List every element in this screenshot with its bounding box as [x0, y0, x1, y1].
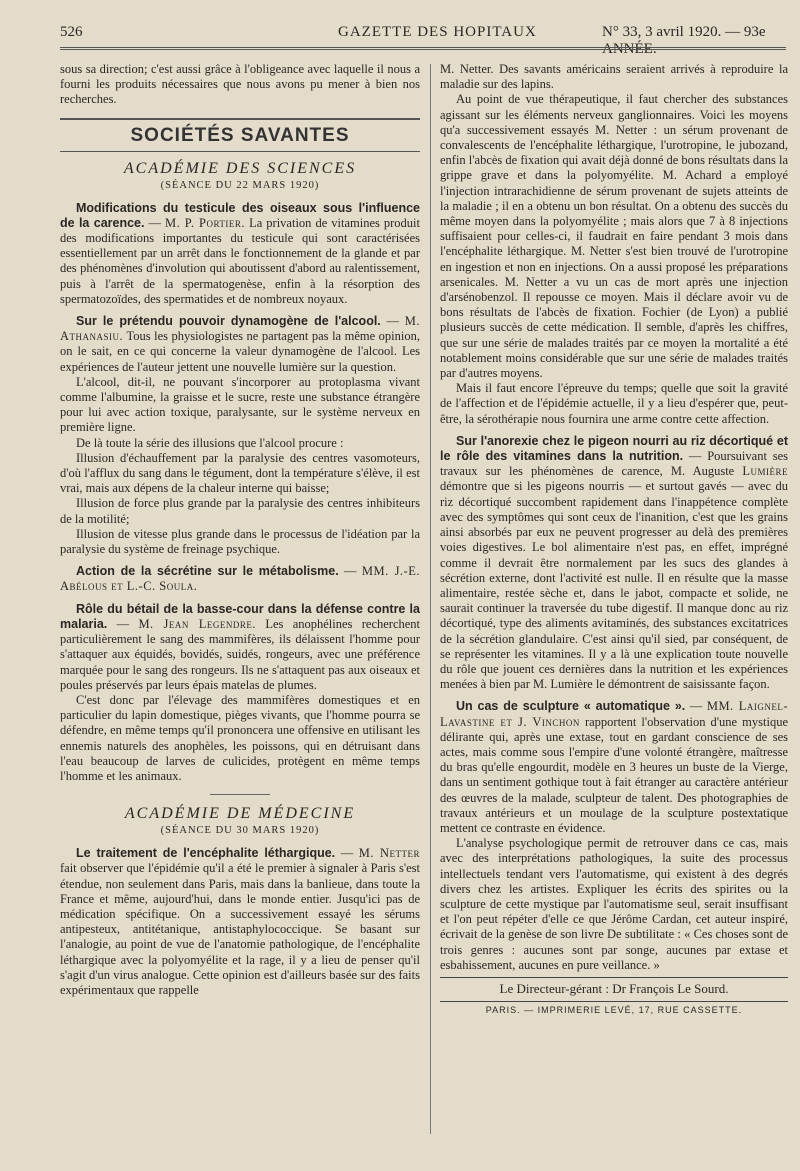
article-testicule: Modifications du testicule des oiseaux sous l'influence de la carence. — M. P. Portier. La privation de vitamines produit des modifications importantes du testicule qui sont caractérisées essentiellement par un arrêt dans le fonctionnement de la glande et par des phénomènes d'involution qui aboutissent d'abord au ralentissement, puis à l'arrêt de la spermatogenèse, enfin à la résorption des spermatozoïdes, des spermatides et de nombreux noyaux.	[60, 200, 421, 306]
academie-medecine-heading: ACADÉMIE DE MÉDECINE	[124, 805, 356, 823]
paragraph: De là toute la série des illusions que l'alcool procure :	[76, 435, 344, 450]
article-title: Sur l'anorexie chez le pigeon nourri au riz décortiqué et le rôle des vitamines dans la nutrition.	[440, 433, 788, 464]
paragraph: M. Netter. Des savants américains seraient arrivés à reproduire la maladie sur des lapins.	[440, 62, 788, 92]
article-title: Le traitement de l'encéphalite léthargique.	[76, 846, 336, 861]
article-title: Action de la sécrétine sur le métabolisme.	[76, 564, 339, 579]
paragraph: L'alcool, dit-il, ne pouvant s'incorporer au protoplasma vivant comme l'albumine, la graisse et le sucre, reste une substance étrangère pour lui avec action toxique, paralysante, sur le système nerveux en première ligne.	[60, 374, 420, 435]
article-author: M. Athanasiu.	[60, 314, 420, 344]
printer-line: PARIS. — IMPRIMERIE LEVÉ, 17, RUE CASSETTE.	[440, 1001, 788, 1015]
paragraph: C'est donc par l'élevage des mammifères domestiques et en particulier du lapin domestique, pièges vivants, que l'homme pourra se défendre, en même temps qu'il prononcera une offensive en utilisant les ennemis naturels des anophèles, les poissons, qui en détruisant dans l'eau beaucoup de larves de culicides, protègent en même temps l'homme et les animaux.	[60, 692, 420, 783]
article-text: Poursuivant ses travaux sur les phénomènes de carence, M. Auguste	[440, 449, 788, 479]
intro-paragraph: sous sa direction; c'est aussi grâce à l'obligeance avec laquelle il nous a fourni les produits nécessaires que nous avons pu mener à bien nos recherches.	[60, 62, 420, 107]
paragraph: Mais il faut encore l'épreuve du temps; quelle que soit la gravité de l'affection et de l'épidémie actuelle, il y a lieu d'espérer que, peut-être, la sérothérapie nous fournira une arme contre cette affection.	[440, 381, 788, 426]
column-divider	[430, 64, 431, 1134]
page-header	[60, 22, 782, 57]
article-title: Sur le prétendu pouvoir dynamogène de l'alcool.	[76, 314, 381, 329]
paragraph: Illusion de force plus grande par la paralysie des centres inhibiteurs de la motilité;	[60, 496, 420, 526]
header-rule	[60, 47, 786, 50]
article-text: fait observer que l'épidémie qu'il a été le premier à signaler à Paris s'est étendue, non seulement dans Paris, mais dans la banlieue, dans toute la France et même, aujourd'hui, dans le monde entier. Jusqu'ici pas de médication spécifique. On a successivement essayé les sérums antipesteux, antitétanique, antistaphylococcique. Se basant sur l'analogie, au point de vue de l'anatomie pathologique, de l'encéphalite léthargique avec la polyomyélite et la rage, il y a lieu de penser qu'il s'agit d'un virus analogue. Cette opinion est d'ailleurs basée sur des faits expérimentaux que rappelle	[60, 861, 420, 997]
right-column	[440, 62, 788, 1015]
paragraph: Illusion de vitesse plus grande dans le processus de l'idéation par la paralysie du système de freinage psychique.	[60, 526, 420, 557]
article-author: MM. Laignel-Lavastine et J. Vinchon	[440, 699, 788, 729]
paragraph: L'analyse psychologique permit de retrouver dans ce cas, mais avec des interprétations pathologiques, la suite des processus intellectuels tendant vers l'automatisme, qui existent à des degrés divers chez les artistes. Expliquer les écrits des spirites ou la sculpture de cette mystique par l'automatisme seul, serait insuffisant et l'on peut répéter d'elle ce que Jérôme Cardan, cet auteur inspiré, écrivait de la genèse de son livre De subtilitate : « Ces choses sont de trois genres : aucunes sont par songe, aucunes par extase et esbahissement, aucunes en pure veillance. »	[440, 836, 788, 972]
article-title: Modifications du testicule des oiseaux sous l'influence de la carence.	[60, 200, 420, 230]
article-encephalite: Le traitement de l'encéphalite léthargique. — M. Netter fait observer que l'épidémie qu'il a été le premier à signaler à Paris s'est étendue, non seulement dans Paris, mais dans la banlieue, dans toute la France et même, aujourd'hui, dans le monde entier. Jusqu'ici pas de médication spécifique. On a successivement essayé les sérums antipesteux, antitétanique, antistaphylococcique. Se basant sur l'analogie, au point de vue de l'anatomie pathologique, de l'encéphalite léthargique avec la polyomyélite et la rage, il y a lieu de penser qu'il s'agit d'un virus analogue. Cette opinion est d'ailleurs basée sur des faits expérimentaux que rappelle	[60, 846, 421, 997]
separator	[210, 794, 270, 795]
seance-sciences: (SÉANCE DU 22 MARS 1920)	[160, 179, 320, 191]
article-author: M. P. Portier.	[165, 215, 246, 230]
article-text: rapportent l'observation d'une mystique délirante qui, après une extase, tout en gardant conscience de ses actes, mais comme sous l'empire d'une volonté étrangère, maîtresse du bras qu'elle engourdit, modèle en 3 heures un buste de la Vierge, dans un sentiment gothique tout à fait étranger au caractère antérieur des œuvres de la malade, sculpteur de talent. Des photographies de travaux antérieurs et un moulage de la sculpture postextatique mettent ce contraste en évidence.	[440, 714, 789, 835]
article-title: Un cas de sculpture « automatique ».	[456, 699, 686, 714]
article-text: Tous les physiologistes ne partagent pas la même opinion, on le sait, en ce qui concerne la valeur dynamogène de l'alcool. Les expériences de l'auteur jettent une nouvelle lumière sur la question.	[60, 329, 420, 374]
article-author: M. Netter	[358, 846, 421, 861]
page-number: 526	[60, 24, 83, 40]
article-sculpture: Un cas de sculpture « automatique ». — MM. Laignel-Lavastine et J. Vinchon rapportent l'observation d'une mystique délirante qui, après une extase, tout en gardant conscience de ses actes, mais comme sous l'empire d'une volonté étrangère, maîtresse du bras qu'elle engourdit, modèle en 3 heures un buste de la Vierge, dans un sentiment gothique tout à fait étranger au caractère antérieur des œuvres de la malade, sculpteur de talent. Des photographies de travaux antérieurs et un moulage de la sculpture postextatique mettent ce contraste en évidence.	[440, 699, 789, 835]
footer-rule	[440, 977, 788, 978]
left-column	[60, 62, 420, 998]
academie-sciences-heading: ACADÉMIE DES SCIENCES	[123, 159, 357, 177]
article-author: MM. J.-E. Abélous et L.-C. Soula.	[60, 564, 420, 594]
article-title: Rôle du bétail de la basse-cour dans la défense contre la malaria.	[60, 601, 420, 631]
article-author: M. Jean Legendre.	[138, 616, 256, 631]
article-author: Lumière	[742, 464, 789, 479]
paragraph: Au point de vue thérapeutique, il faut chercher des substances agissant sur les éléments nerveux ganglionnaires. Voici les moyens qu'a successivement essayés M. Netter : un sérum provenant de convalescents de l'encéphalite léthargique, l'urotropine, le jubozand, enfin l'abcès de fixation qui avait déjà donné de bons résultats dans la grippe grave et dans la polyomyélite. M. Achard a employé l'injection intrarachidienne de sérum provenant de sujets atteints de la maladie ; il en a obtenu un bon résultat. On a obtenu des succès du même moyen dans la polyomyélite ; mais alors que 7 à 8 injections suffisaient pour celles-ci, il faudrait en faire pendant 3 mois dans l'encéphalite léthargique. M. Netter s'est bien trouvé de l'urotropine en ingestion et non en injections. On a aussi proposé les préparations arsenicales. M. Netter a vu un cas de mort après une injection d'arsénobenzol. Il repousse ce moyen. Mais il déclare avoir vu de bons résultats de l'abcès de fixation. Fochier (de Lyon) a publié plusieurs succès de cette médication. Il semble, d'après les chiffres, que sur une série de malades traités par ce moyen la mortalité a été notablement moins considérable que sur une série de malades traités par d'autres moyens.	[440, 92, 788, 381]
article-alcool: Sur le prétendu pouvoir dynamogène de l'alcool. — M. Athanasiu. Tous les physiologistes ne partagent pas la même opinion, on le sait, en ce qui concerne la valeur dynamogène de l'alcool. Les expériences de l'auteur jettent une nouvelle lumière sur la question.	[60, 314, 420, 374]
section-title: SOCIÉTÉS SAVANTES	[60, 118, 420, 152]
journal-title: GAZETTE DES HOPITAUX	[338, 24, 537, 40]
director-signature: Le Directeur-gérant : Dr François Le Sourd.	[499, 980, 729, 996]
article-malaria: Rôle du bétail de la basse-cour dans la défense contre la malaria. — M. Jean Legendre. Les anophélines recherchent particulièrement le sang des mammifères, ils délaissent l'homme pour s'attaquer aux équidés, bovidés, suidés, rongeurs, avec une préférence marquée pour le sang des rongeurs. Ils ne s'attaquent pas aux oiseaux et poules préservés par leurs épais matelas de plumes.	[60, 601, 421, 692]
article-text: La privation de vitamines produit des modifications importantes du testicule qui sont caractérisées essentiellement par un arrêt dans le fonctionnement de la glande et par des phénomènes d'involution qui aboutissent d'abord au ralentissement, puis à l'arrêt de la spermatogenèse, enfin à la résorption des spermatozoïdes, des spermatides et de nombreux noyaux.	[60, 215, 421, 306]
article-text: démontre que si les pigeons nourris — et surtout gavés — avec du riz décortiqué succombent rapidement dans l'inappétence complète avec des symptômes qui sont ceux de l'inanition, c'est que les grains ainsi absorbés par eux ne peuvent progresser au delà des premières voies digestives. Le bol alimentaire n'est pas, en effet, imprégné comme il devrait être normalement par les sucs des glandes à sécrétion externe, dont l'activité est nulle. Il en résulte que la masse alimentaire, restée sèche et, dans le jabot, compacte et solide, ne saurait continuer la traversée du tube digestif. Il manque donc au riz décortiqué, type des aliments avitaminés, des substances excitatrices de la sécrétion glandulaire. C'est ainsi qu'il sied, par conséquent, de se représenter les vitamines. Il y a là une explication toute nouvelle du rôle que jouent ces dernières dans la nutrition et les expériences menées à bien par M. Lumière le démontrent de saisissante façon.	[440, 479, 788, 692]
seance-medecine: (SÉANCE DU 30 MARS 1920)	[160, 825, 320, 837]
article-secretine: Action de la sécrétine sur le métabolisme. — MM. J.-E. Abélous et L.-C. Soula.	[60, 564, 420, 594]
issue-info: N° 33, 3 avril 1920. — 93e ANNÉE.	[602, 24, 766, 57]
article-text: Les anophélines recherchent particulièrement le sang des mammifères, ils délaissent l'homme pour s'attaquer aux équidés, bovidés, suidés, rongeurs, avec une préférence marquée pour le sang des rongeurs. Ils ne s'attaquent pas aux oiseaux et poules préservés par leurs épais matelas de plumes.	[60, 616, 421, 692]
article-anorexie: Sur l'anorexie chez le pigeon nourri au riz décortiqué et le rôle des vitamines dans la nutrition. — Poursuivant ses travaux sur les phénomènes de carence, M. Auguste Lumière démontre que si les pigeons nourris — et surtout gavés — avec du riz décortiqué succombent rapidement dans l'inappétence complète avec des symptômes qui sont ceux de l'inanition, c'est que les grains ainsi absorbés par eux ne peuvent progresser au delà des premières voies digestives. Le bol alimentaire n'est pas, en effet, imprégné comme il devrait être normalement par les sucs des glandes à sécrétion externe, dont l'activité est nulle. Il en résulte que la masse alimentaire, restée sèche et, dans le jabot, compacte et solide, ne saurait continuer la traversée du tube digestif. Il manque donc au riz décortiqué, type des aliments avitaminés, des substances excitatrices de la sécrétion glandulaire. C'est ainsi qu'il sied, par conséquent, de se représenter les vitamines. Il y a là une explication toute nouvelle du rôle que jouent ces dernières dans la nutrition et les expériences menées à bien par M. Lumière le démontrent de saisissante façon.	[440, 433, 789, 692]
paragraph: Illusion d'échauffement par la paralysie des centres vasomoteurs, d'où l'afflux du sang dans le tégument, dont la température s'élève, il est vrai, mais aux dépens de la chaleur interne qui baisse;	[60, 450, 420, 496]
